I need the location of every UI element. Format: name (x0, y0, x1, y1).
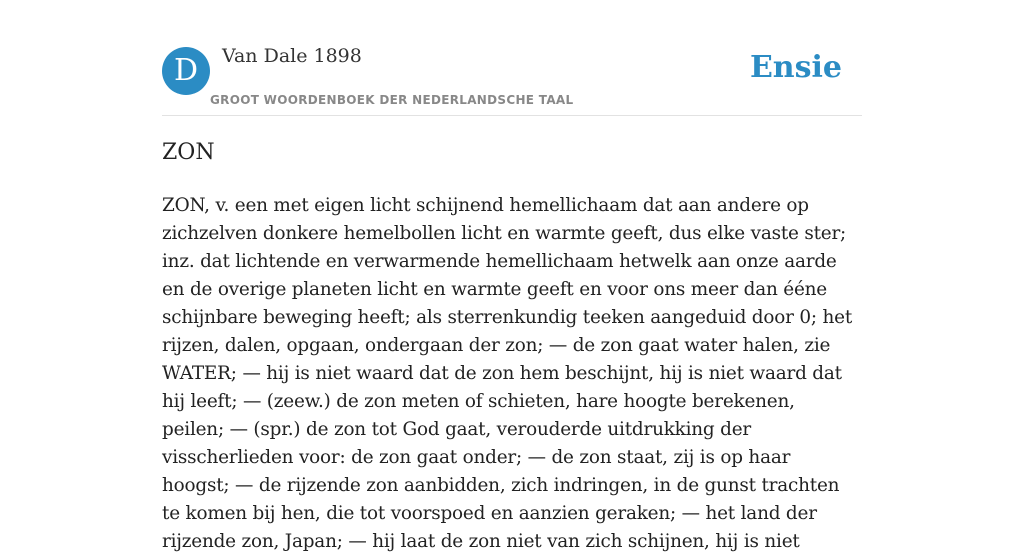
dictionary-subtitle: GROOT WOORDENBOEK DER NEDERLANDSCHE TAAL (210, 93, 574, 107)
entry-definition: ZON, v. een met eigen licht schijnend hemellichaam dat aan andere op zichzelven donkere hemelbollen licht en warmte geeft, dus elke vaste ster; inz. dat lichtende en verwarmende hemellichaam hetwelk aan onze aarde en de overige planeten licht en warmte geeft en voor ons meer dan ééne schijnbare beweging heeft; als sterrenkundig teeken aangeduid door 0; het rijzen, dalen, opgaan, ondergaan der zon; — de zon gaat water halen, zie WATER; — hij is niet waard dat de zon hem beschijnt, hij is niet waard dat hij leeft; — (zeew.) de zon meten of schieten, hare hoogte berekenen, peilen; — (spr.) de zon tot God gaat, verouderde uitdrukking der visscherlieden voor: de zon gaat onder; — de zon staat, zij is op haar hoogst; — de rijzende zon aanbidden, zich indringen, in de gunst trachten te komen bij hen, die tot voorspoed en aanzien geraken; — het land der rijzende zon, Japan; — hij laat de zon niet van zich schijnen, hij is niet (162, 195, 853, 552)
dictionary-title[interactable]: Van Dale 1898 (222, 45, 362, 67)
ensie-brand-logo[interactable]: Ensie (749, 50, 842, 85)
entry-headword: ZON (162, 140, 215, 165)
dictionary-logo-badge: D (162, 47, 210, 95)
header-divider (162, 115, 862, 116)
